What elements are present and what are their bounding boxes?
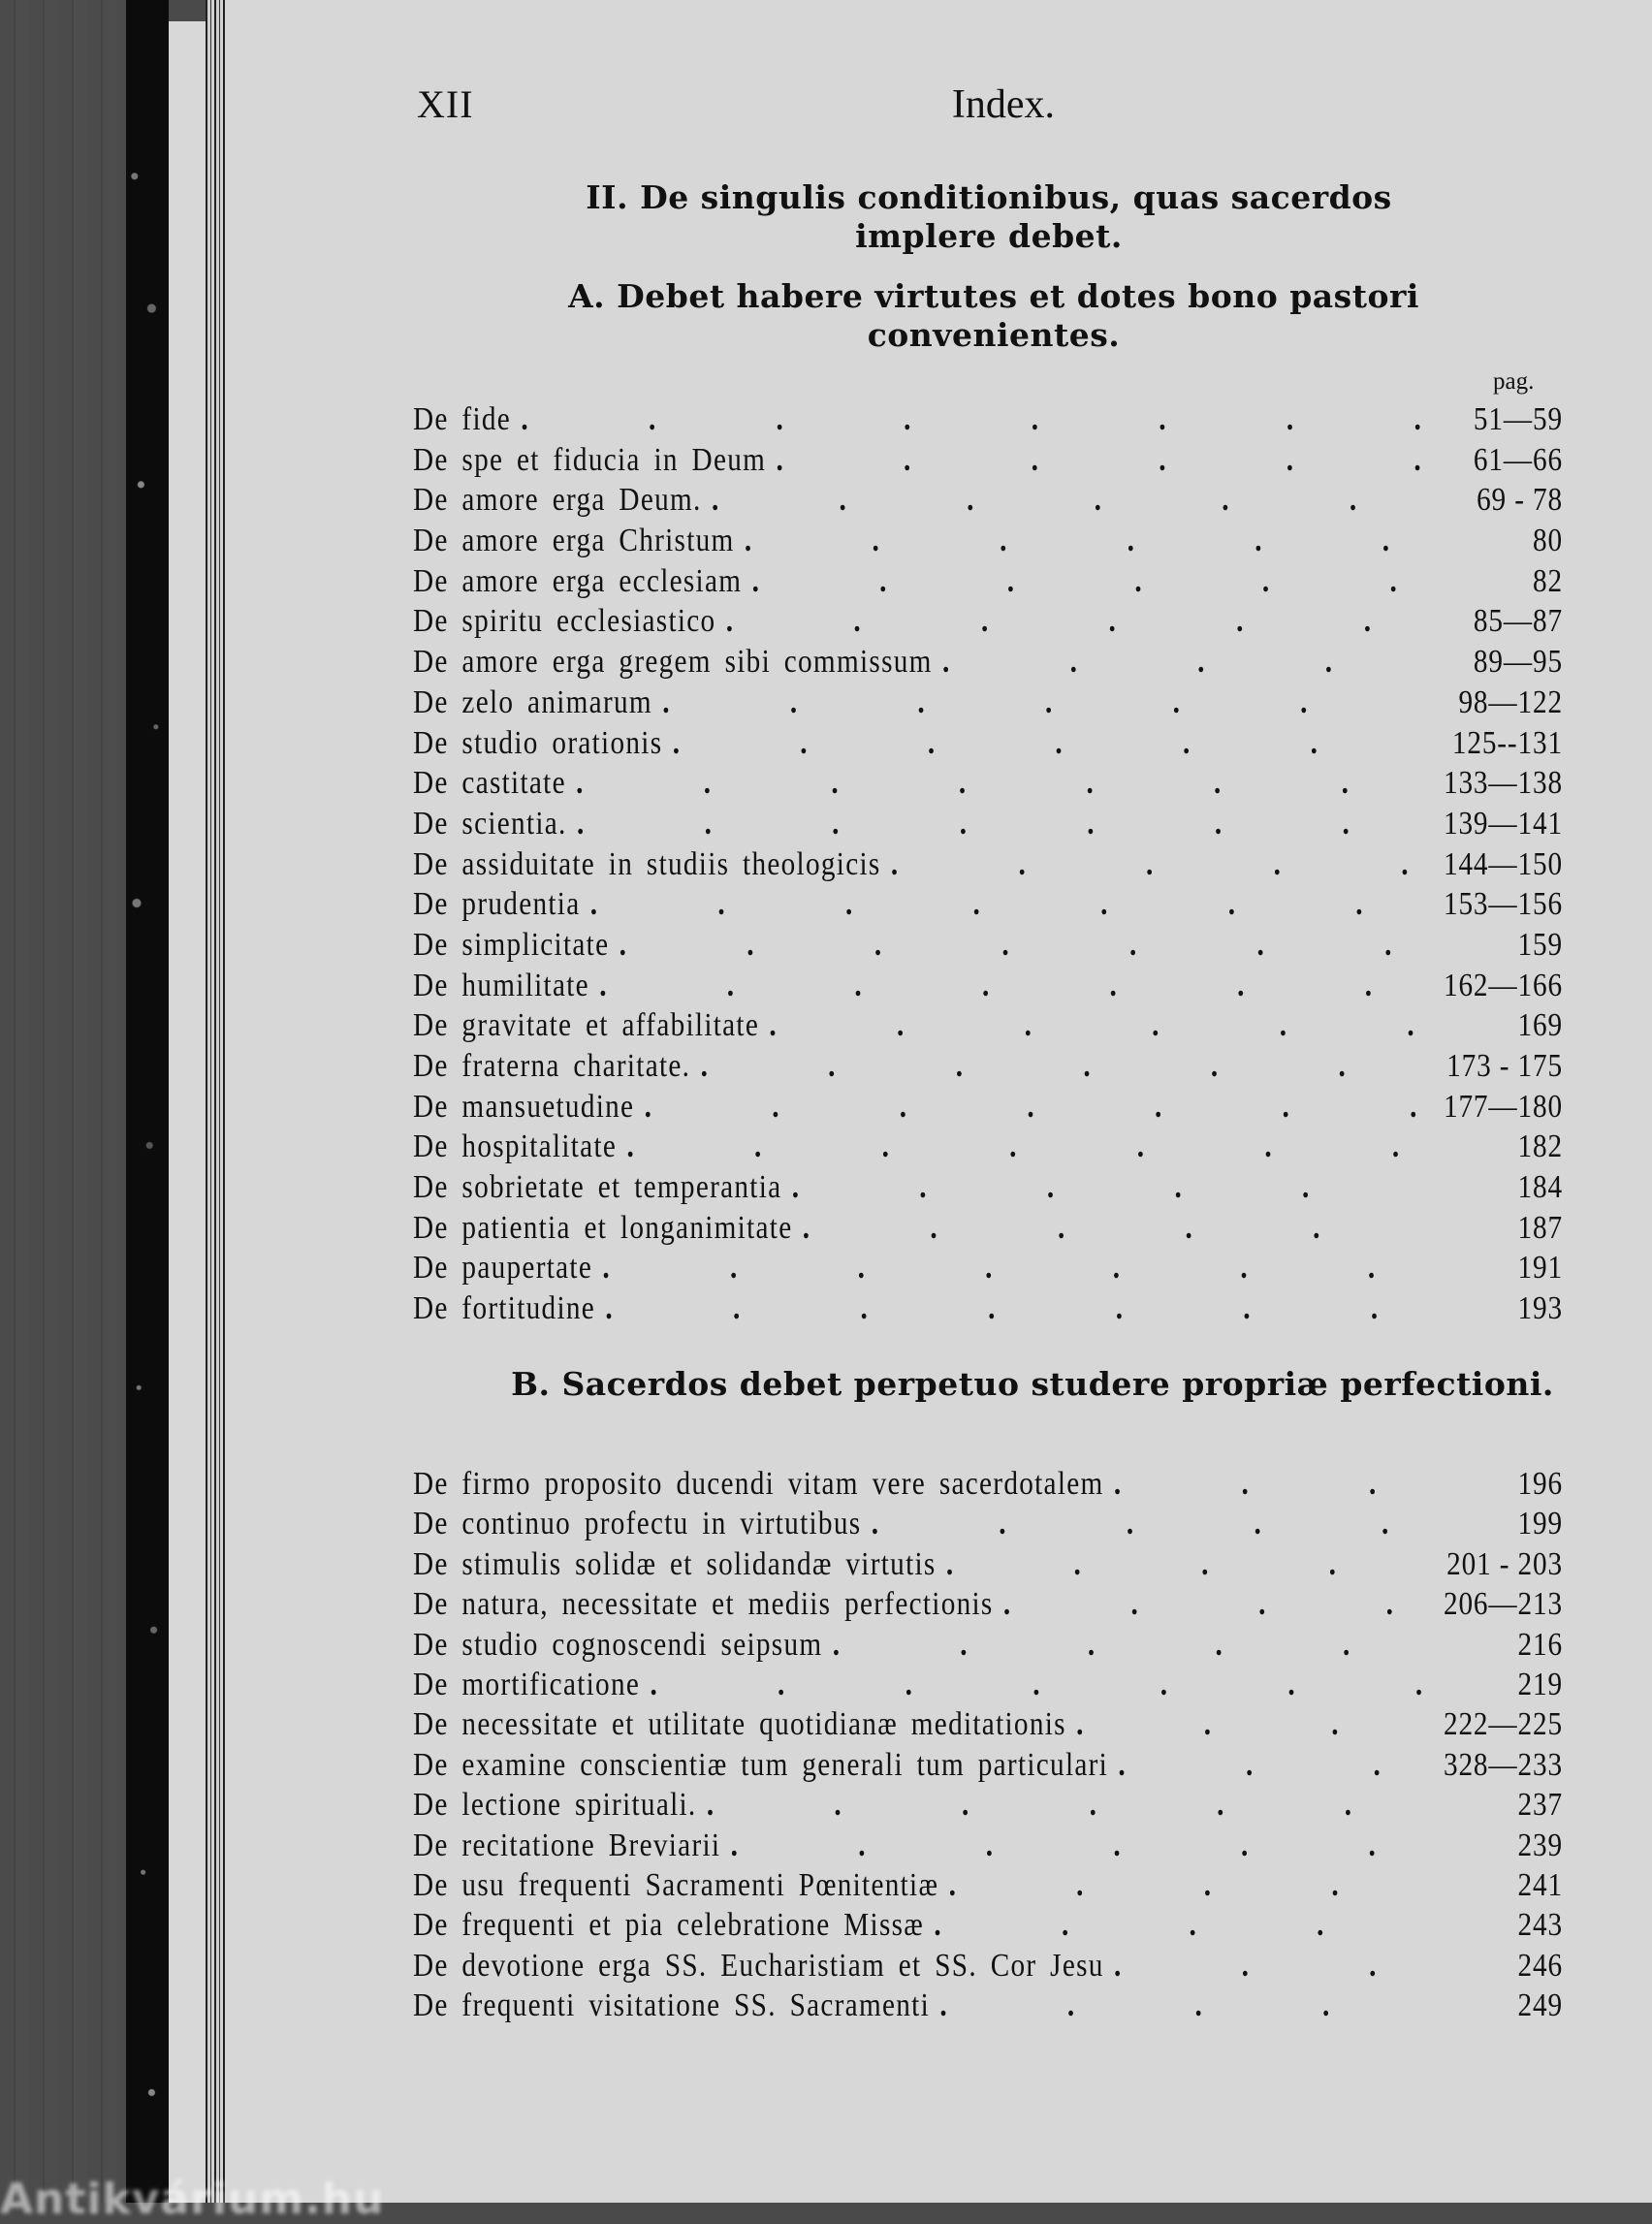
entry-pages: 201 - 203 bbox=[1446, 1545, 1563, 1582]
dot-leader bbox=[946, 1544, 1428, 1584]
entry-pages: 237 bbox=[1517, 1787, 1563, 1824]
dot-leader bbox=[1114, 1946, 1428, 1986]
running-head bbox=[417, 81, 1580, 140]
entry-pages: 206—213 bbox=[1443, 1586, 1563, 1623]
toc-entry bbox=[413, 1167, 1563, 1208]
entry-title: De fraterna charitate. bbox=[413, 1048, 691, 1084]
entry-pages: 177—180 bbox=[1443, 1088, 1563, 1125]
entry-pages: 98—122 bbox=[1458, 683, 1563, 720]
entry-title: De sobrietate et temperantia bbox=[413, 1169, 782, 1206]
entry-title: De examine conscientiæ tum generali tum particulari bbox=[413, 1746, 1109, 1783]
toc-entry bbox=[413, 1704, 1563, 1744]
entry-title: De stimulis solidæ et solidandæ virtutis bbox=[413, 1545, 937, 1582]
book-cover-edge bbox=[0, 0, 126, 2203]
entry-pages: 159 bbox=[1517, 926, 1563, 963]
entry-title: De paupertate bbox=[413, 1250, 593, 1287]
toc-list-b bbox=[413, 1464, 1563, 2025]
dot-leader bbox=[752, 561, 1428, 601]
dot-leader bbox=[577, 804, 1428, 843]
entry-pages: 246 bbox=[1517, 1947, 1563, 1984]
entry-pages: 243 bbox=[1517, 1907, 1563, 1944]
entry-title: De spiritu ecclesiastico bbox=[413, 603, 716, 640]
toc-entry bbox=[413, 683, 1563, 723]
dot-leader bbox=[521, 399, 1427, 439]
dot-leader bbox=[803, 1208, 1428, 1248]
toc-entry bbox=[413, 561, 1563, 602]
entry-title: De continuo profectu in virtutibus bbox=[413, 1506, 862, 1542]
entry-pages: 125--131 bbox=[1451, 724, 1563, 761]
toc-entry bbox=[413, 399, 1563, 440]
toc-entry bbox=[413, 925, 1563, 966]
toc-entry bbox=[413, 1986, 1563, 2025]
dot-leader bbox=[792, 1167, 1428, 1207]
entry-title: De hospitalitate bbox=[413, 1128, 618, 1165]
subsection-b-heading: B. Sacerdos debet perpetuo studere propriæ perfectioni. bbox=[511, 1365, 1554, 1403]
toc-entry bbox=[413, 844, 1563, 885]
dot-leader bbox=[701, 1046, 1428, 1086]
entry-pages: 89—95 bbox=[1473, 644, 1563, 681]
entry-pages: 196 bbox=[1517, 1466, 1563, 1502]
entry-title: De usu frequenti Sacramenti Pœnitentiæ bbox=[413, 1866, 939, 1903]
dot-leader bbox=[620, 925, 1428, 965]
entry-pages: 239 bbox=[1517, 1827, 1563, 1863]
entry-pages: 169 bbox=[1517, 1007, 1563, 1044]
page-edges bbox=[206, 0, 225, 2203]
entry-pages: 328—233 bbox=[1443, 1746, 1563, 1783]
entry-pages: 173 - 175 bbox=[1446, 1048, 1563, 1084]
entry-pages: 199 bbox=[1517, 1506, 1563, 1542]
toc-entry bbox=[413, 601, 1563, 642]
toc-entry bbox=[413, 521, 1563, 561]
toc-entry bbox=[413, 804, 1563, 844]
dot-leader bbox=[599, 966, 1427, 1005]
section-heading: II. De singulis conditionibus, quas sacerdos implere debet. bbox=[586, 178, 1392, 255]
dot-leader bbox=[673, 723, 1428, 763]
entry-title: De fide bbox=[413, 401, 512, 437]
toc-entry bbox=[413, 1248, 1563, 1288]
toc-entry bbox=[413, 1665, 1563, 1704]
page-number: XII bbox=[417, 82, 474, 126]
dot-leader bbox=[1114, 1464, 1428, 1504]
entry-pages: 82 bbox=[1532, 562, 1563, 599]
dot-leader bbox=[645, 1087, 1428, 1127]
toc-list-a bbox=[413, 399, 1563, 1329]
toc-entry bbox=[413, 1046, 1563, 1087]
entry-title: De castitate bbox=[413, 765, 566, 802]
dot-leader bbox=[891, 844, 1428, 884]
entry-pages: 222—225 bbox=[1443, 1706, 1563, 1743]
entry-title: De frequenti visitatione SS. Sacramenti bbox=[413, 1987, 930, 2024]
dot-leader bbox=[590, 884, 1428, 924]
toc-entry bbox=[413, 642, 1563, 683]
dot-leader bbox=[707, 1785, 1428, 1825]
dot-leader bbox=[934, 1905, 1427, 1945]
entry-pages: 162—166 bbox=[1443, 967, 1563, 1003]
book-spine bbox=[126, 0, 169, 2203]
dot-leader bbox=[942, 642, 1428, 682]
toc-entry bbox=[413, 884, 1563, 925]
entry-title: De studio orationis bbox=[413, 724, 663, 761]
toc-entry bbox=[413, 1745, 1563, 1785]
toc-entry bbox=[413, 440, 1563, 481]
entry-pages: 249 bbox=[1517, 1987, 1563, 2024]
toc-entry bbox=[413, 1127, 1563, 1167]
entry-title: De mansuetudine bbox=[413, 1088, 635, 1125]
toc-entry bbox=[413, 1865, 1563, 1905]
entry-pages: 241 bbox=[1517, 1866, 1563, 1903]
entry-pages: 133—138 bbox=[1443, 765, 1563, 802]
entry-title: De prudentia bbox=[413, 886, 581, 923]
entry-pages: 191 bbox=[1517, 1250, 1563, 1287]
dot-leader bbox=[605, 1288, 1427, 1328]
toc-entry bbox=[413, 1087, 1563, 1128]
entry-title: De amore erga ecclesiam bbox=[413, 562, 743, 599]
dot-leader bbox=[662, 683, 1427, 722]
dot-leader bbox=[712, 480, 1428, 520]
dot-leader bbox=[776, 440, 1427, 480]
dot-leader bbox=[1003, 1584, 1428, 1624]
entry-pages: 219 bbox=[1517, 1666, 1563, 1702]
toc-entry bbox=[413, 1584, 1563, 1624]
entry-title: De amore erga Christum bbox=[413, 523, 735, 559]
pag-label: pag. bbox=[1493, 368, 1535, 395]
subsection-a-heading: A. Debet habere virtutes et dotes bono pastori convenientes. bbox=[568, 277, 1419, 354]
entry-pages: 187 bbox=[1517, 1209, 1563, 1246]
running-title: Index. bbox=[951, 82, 1056, 127]
toc-entry bbox=[413, 1826, 1563, 1865]
dot-leader bbox=[949, 1865, 1428, 1905]
dot-leader bbox=[769, 1005, 1427, 1045]
toc-entry bbox=[413, 1946, 1563, 1986]
toc-entry bbox=[413, 1544, 1563, 1584]
entry-title: De amore erga gregem sibi commissum bbox=[413, 644, 933, 681]
entry-title: De lectione spirituali. bbox=[413, 1787, 697, 1824]
entry-title: De zelo animarum bbox=[413, 683, 652, 720]
toc-entry bbox=[413, 1005, 1563, 1046]
dot-leader bbox=[833, 1625, 1428, 1665]
entry-title: De studio cognoscendi seipsum bbox=[413, 1626, 823, 1663]
toc-entry bbox=[413, 1288, 1563, 1329]
entry-pages: 182 bbox=[1517, 1128, 1563, 1165]
entry-title: De simplicitate bbox=[413, 926, 610, 963]
toc-entry bbox=[413, 763, 1563, 804]
dot-leader bbox=[745, 521, 1428, 560]
dot-leader bbox=[939, 1986, 1427, 2025]
dot-leader bbox=[602, 1248, 1427, 1287]
toc-entry bbox=[413, 1905, 1563, 1945]
toc-entry bbox=[413, 723, 1563, 764]
entry-title: De humilitate bbox=[413, 967, 589, 1003]
entry-title: De assiduitate in studiis theologicis bbox=[413, 845, 881, 882]
dot-leader bbox=[1076, 1704, 1427, 1744]
dot-leader bbox=[872, 1504, 1428, 1543]
toc-entry bbox=[413, 1504, 1563, 1543]
watermark: Antikvárium.hu bbox=[0, 2175, 385, 2224]
entry-pages: 184 bbox=[1517, 1169, 1563, 1206]
entry-title: De spe et fiducia in Deum bbox=[413, 441, 767, 478]
dot-leader bbox=[650, 1665, 1427, 1704]
entry-title: De firmo proposito ducendi vitam vere sacerdotalem bbox=[413, 1466, 1104, 1502]
entry-title: De patientia et longanimitate bbox=[413, 1209, 793, 1246]
entry-pages: 61—66 bbox=[1473, 441, 1563, 478]
toc-entry bbox=[413, 1208, 1563, 1249]
entry-title: De amore erga Deum. bbox=[413, 482, 702, 519]
entry-title: De recitatione Breviarii bbox=[413, 1827, 721, 1863]
entry-pages: 80 bbox=[1532, 523, 1563, 559]
entry-pages: 85—87 bbox=[1473, 603, 1563, 640]
entry-title: De necessitate et utilitate quotidianæ meditationis bbox=[413, 1706, 1066, 1743]
entry-title: De frequenti et pia celebratione Missæ bbox=[413, 1907, 925, 1944]
toc-entry bbox=[413, 1625, 1563, 1665]
entry-title: De devotione erga SS. Eucharistiam et SS. Cor Jesu bbox=[413, 1947, 1104, 1984]
entry-pages: 144—150 bbox=[1443, 845, 1563, 882]
entry-title: De mortificatione bbox=[413, 1666, 641, 1702]
dot-leader bbox=[1118, 1745, 1427, 1785]
entry-pages: 216 bbox=[1517, 1626, 1563, 1663]
dot-leader bbox=[576, 763, 1427, 803]
entry-title: De fortitudine bbox=[413, 1290, 596, 1327]
entry-pages: 193 bbox=[1517, 1290, 1563, 1327]
entry-pages: 153—156 bbox=[1443, 886, 1563, 923]
entry-title: De natura, necessitate et mediis perfectionis bbox=[413, 1586, 994, 1623]
entry-title: De scientia. bbox=[413, 805, 567, 842]
entry-title: De gravitate et affabilitate bbox=[413, 1007, 760, 1044]
toc-entry bbox=[413, 1785, 1563, 1825]
endpaper bbox=[169, 21, 209, 2203]
entry-pages: 51—59 bbox=[1473, 401, 1563, 437]
dot-leader bbox=[726, 601, 1428, 641]
entry-pages: 69 - 78 bbox=[1477, 482, 1563, 519]
dot-leader bbox=[626, 1127, 1427, 1166]
toc-entry bbox=[413, 1464, 1563, 1504]
dot-leader bbox=[731, 1826, 1428, 1865]
entry-pages: 139—141 bbox=[1443, 805, 1563, 842]
toc-entry bbox=[413, 966, 1563, 1006]
toc-entry bbox=[413, 480, 1563, 521]
